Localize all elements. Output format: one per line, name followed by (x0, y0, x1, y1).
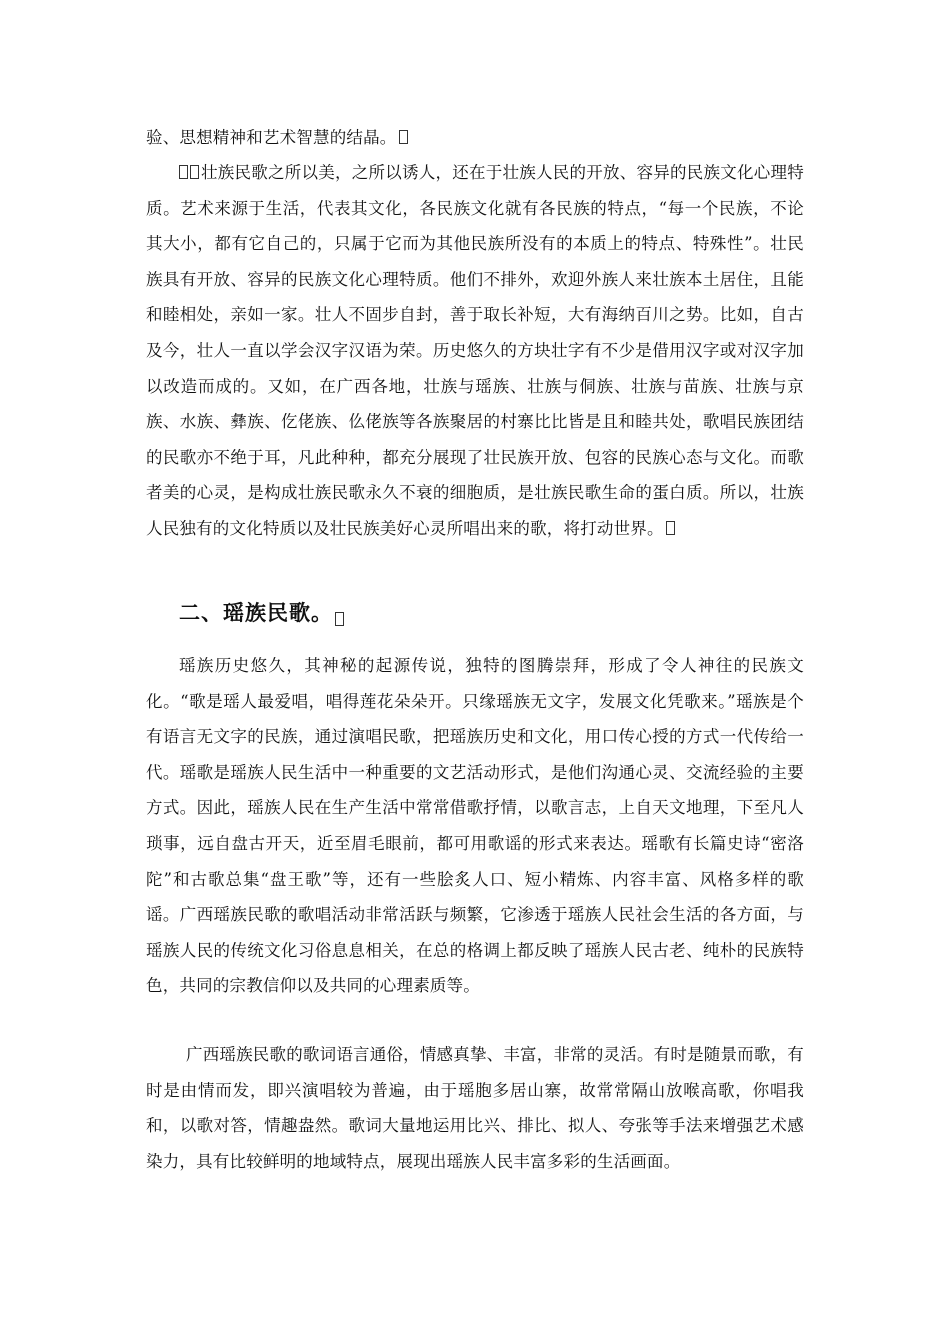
missing-glyph-icon (179, 165, 188, 179)
paragraph-text: 广西瑶族民歌的歌词语言通俗，情感真挚、丰富，非常的灵活。有时是随景而歌，有时是由情而发，即兴演唱较为普遍，由于瑶胞多居山寨，故常常隔山放喉高歌，你唱我和，以歌对答，情趣盎然。歌词大量地运用比兴、排比、拟人、夸张等手法来增强艺术感染力，具有比较鲜明的地域特点，展现出瑶族人民丰富多彩的生活画面。 (146, 1045, 804, 1171)
paragraph-yao-history (146, 648, 804, 1004)
missing-glyph-icon (335, 612, 344, 626)
missing-glyph-icon (666, 521, 675, 535)
paragraph-text: 瑶族历史悠久，其神秘的起源传说，独特的图腾崇拜，形成了令人神往的民族文化。“歌是瑶人最爱唱，唱得莲花朵朵开。只缘瑶族无文字，发展文化凭歌来。”瑶族是个有语言无文字的民族，通过演唱民歌，把瑶族历史和文化，用口传心授的方式一代传给一代。瑶歌是瑶族人民生活中一种重要的文艺活动形式，是他们沟通心灵、交流经验的主要方式。因此，瑶族人民在生产生活中常常借歌抒情，以歌言志，上自天文地理，下至凡人琐事，远自盘古开天，近至眉毛眼前，都可用歌谣的形式来表达。瑶歌有长篇史诗“密洛陀”和古歌总集“盘王歌”等，还有一些脍炙人口、短小精炼、内容丰富、风格多样的歌谣。广西瑶族民歌的歌唱活动非常活跃与频繁，它渗透于瑶族人民社会生活的各方面，与瑶族人民的传统文化习俗息息相关，在总的格调上都反映了瑶族人民古老、纯朴的民族特色，共同的宗教信仰以及共同的心理素质等。 (146, 656, 804, 996)
paragraph-yao-lyrics (146, 1037, 804, 1179)
paragraph-text: 验、思想精神和艺术智慧的结晶。 (146, 128, 397, 147)
missing-glyph-icon (190, 165, 199, 179)
section-heading (179, 598, 346, 628)
heading-text: 二、瑶族民歌。 (179, 600, 333, 625)
paragraph-zhuang-culture (146, 155, 804, 547)
missing-glyph-icon (399, 130, 408, 144)
paragraph-text: 壮族民歌之所以美，之所以诱人，还在于壮族人民的开放、容异的民族文化心理特质。艺术来源于生活，代表其文化，各民族文化就有各民族的特点，“每一个民族，不论其大小，都有它自己的，只属于它而为其他民族所没有的本质上的特点、特殊性”。壮民族具有开放、容异的民族文化心理特质。他们不排外，欢迎外族人来壮族本土居住，且能和睦相处，亲如一家。壮人不固步自封，善于取长补短，大有海纳百川之势。比如，自古及今，壮人一直以学会汉字汉语为荣。历史悠久的方块壮字有不少是借用汉字或对汉字加以改造而成的。又如，在广西各地，壮族与瑶族、壮族与侗族、壮族与苗族、壮族与京族、水族、彝族、仡佬族、仫佬族等各族聚居的村寨比比皆是且和睦共处，歌唱民族团结的民歌亦不绝于耳，凡此种种，都充分展现了壮民族开放、包容的民族心态与文化。而歌者美的心灵，是构成壮族民歌永久不衰的细胞质，是壮族民歌生命的蛋白质。所以，壮族人民独有的文化特质以及壮民族美好心灵所唱出来的歌，将打动世界。 (146, 163, 804, 538)
paragraph-continuation (146, 120, 804, 156)
